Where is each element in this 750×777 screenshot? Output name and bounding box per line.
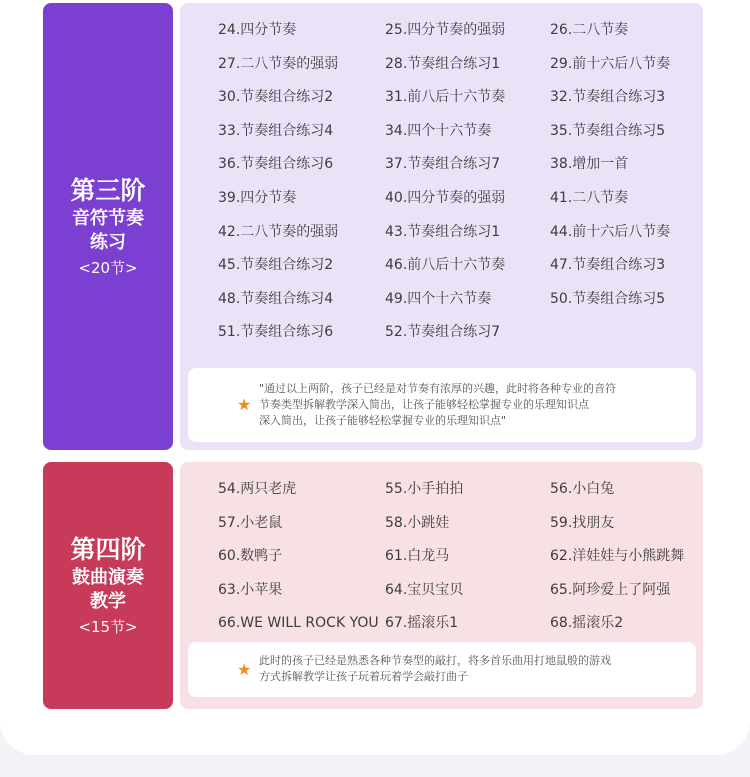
lesson-item: 27.二八节奏的强弱 <box>218 55 339 72</box>
stage4-note-box <box>188 642 696 697</box>
stage4-note-line: 方式拆解教学让孩子玩着玩着学会敲打曲子 <box>259 670 468 683</box>
lesson-item: 35.节奏组合练习5 <box>550 122 666 139</box>
lesson-item: 31.前八后十六节奏 <box>385 89 506 106</box>
lesson-item: 24.四分节奏 <box>218 22 297 38</box>
lesson-item: 48.节奏组合练习4 <box>218 290 334 307</box>
lesson-item: 46.前八后十六节奏 <box>385 257 506 274</box>
lesson-item: 55.小手拍拍 <box>385 481 464 497</box>
lesson-item: 43.节奏组合练习1 <box>385 223 501 240</box>
stage3-note-line: 深入简出，让孩子能够轻松掌握专业的乐理知识点" <box>259 414 507 427</box>
lesson-item: 49.四个十六节奏 <box>385 290 492 307</box>
lesson-item: 30.节奏组合练习2 <box>218 89 334 106</box>
lesson-item: 38.增加一首 <box>550 156 629 173</box>
stage3-note-line: 节奏类型拆解教学深入简出，让孩子能够轻松掌握专业的乐理知识点 <box>259 398 589 411</box>
lesson-item: 42.二八节奏的强弱 <box>218 223 339 240</box>
lesson-item: 68.摇滚乐2 <box>550 615 624 632</box>
lesson-item: 44.前十六后八节奏 <box>550 223 671 240</box>
lesson-item: 54.两只老虎 <box>218 481 297 497</box>
stage3-lesson-count: <20节> <box>78 258 138 277</box>
lesson-item: 45.节奏组合练习2 <box>218 257 334 274</box>
stage4-subtitle-line2: 教学 <box>90 590 126 612</box>
lesson-item: 47.节奏组合练习3 <box>550 257 666 274</box>
lesson-item: 28.节奏组合练习1 <box>385 55 501 72</box>
stage4-note-line: 此时的孩子已经是熟悉各种节奏型的敲打，将多首乐曲用打地鼠般的游戏 <box>259 654 611 667</box>
lesson-item: 41.二八节奏 <box>550 190 629 206</box>
stage4-lesson-count: <15节> <box>78 617 138 636</box>
stage4-lesson-panel <box>180 462 703 709</box>
lesson-item: 25.四分节奏的强弱 <box>385 22 506 38</box>
lesson-item: 60.数鸭子 <box>218 548 283 565</box>
stage3-subtitle-line2: 练习 <box>90 231 126 253</box>
lesson-item: 26.二八节奏 <box>550 22 629 38</box>
lesson-item: 39.四分节奏 <box>218 190 297 206</box>
stage4-title: 第四阶 <box>70 534 146 564</box>
lesson-item: 67.摇滚乐1 <box>385 615 459 632</box>
stage3-note-box <box>188 368 696 442</box>
lesson-item: 50.节奏组合练习5 <box>550 290 666 307</box>
lesson-item: 59.找朋友 <box>550 514 615 531</box>
lesson-item: 37.节奏组合练习7 <box>385 156 501 173</box>
stage4-subtitle-line1: 鼓曲演奏 <box>72 566 144 588</box>
lesson-item: 66.WE WILL ROCK YOU <box>218 615 379 632</box>
star-icon: ★ <box>237 660 252 679</box>
lesson-item: 52.节奏组合练习7 <box>385 324 501 341</box>
stage3-lesson-panel <box>180 3 703 450</box>
lesson-item: 34.四个十六节奏 <box>385 122 492 139</box>
lesson-item: 62.洋娃娃与小熊跳舞 <box>550 548 685 565</box>
lesson-item: 51.节奏组合练习6 <box>218 324 334 341</box>
lesson-item: 56.小白兔 <box>550 481 615 497</box>
stage3-label-block <box>43 3 173 450</box>
stage3-title: 第三阶 <box>70 175 146 205</box>
lesson-item: 32.节奏组合练习3 <box>550 89 666 106</box>
lesson-item: 63.小苹果 <box>218 581 283 598</box>
lesson-item: 64.宝贝宝贝 <box>385 581 464 598</box>
lesson-item: 65.阿珍爱上了阿强 <box>550 581 671 598</box>
star-icon: ★ <box>237 395 252 414</box>
stage3-note-line: "通过以上两阶，孩子已经是对节奏有浓厚的兴趣，此时将各种专业的音符 <box>259 382 617 395</box>
lesson-item: 58.小跳娃 <box>385 514 450 531</box>
stage4-label-block <box>43 462 173 709</box>
lesson-item: 36.节奏组合练习6 <box>218 156 334 173</box>
lesson-item: 57.小老鼠 <box>218 514 283 531</box>
lesson-item: 29.前十六后八节奏 <box>550 55 671 72</box>
stage3-subtitle-line1: 音符节奏 <box>72 207 144 229</box>
lesson-item: 33.节奏组合练习4 <box>218 122 334 139</box>
lesson-item: 61.白龙马 <box>385 548 450 565</box>
lesson-item: 40.四分节奏的强弱 <box>385 190 506 206</box>
